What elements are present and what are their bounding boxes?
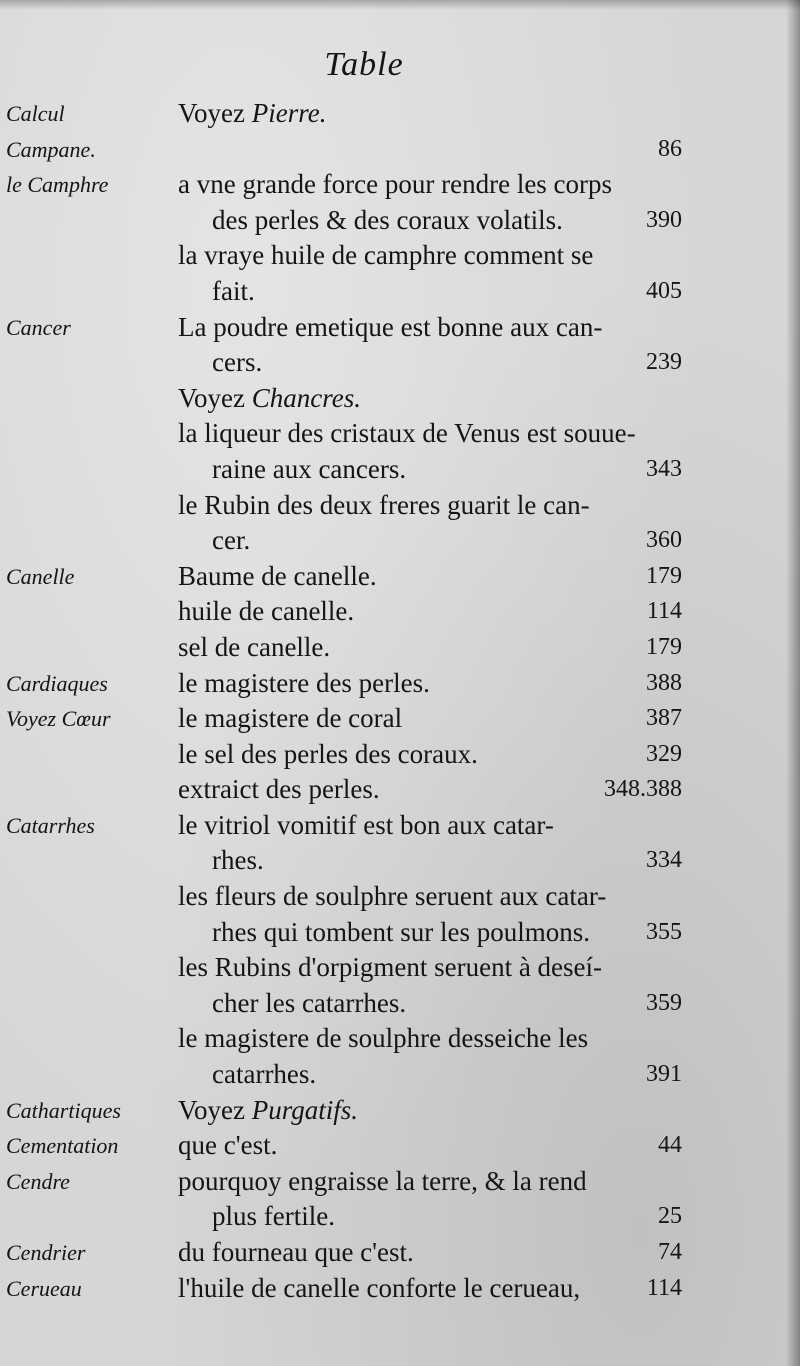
index-line (0, 452, 800, 488)
index-text (178, 96, 326, 132)
index-line (0, 416, 800, 452)
page-number: 179 (646, 562, 682, 589)
index-text (178, 1093, 358, 1129)
index-line (0, 1235, 800, 1271)
index-heading: Canelle (6, 563, 75, 589)
index-text (178, 1271, 580, 1307)
index-line (0, 843, 800, 879)
index-text-main: cer. (212, 525, 251, 556)
index-line (0, 1093, 800, 1129)
page-number: 44 (658, 1132, 682, 1159)
index-text (178, 381, 361, 417)
index-text-main: rhes. (212, 845, 264, 876)
index-text-main: Voyez (178, 1094, 252, 1125)
index-heading: Cancer (6, 314, 71, 340)
index-text-main: du fourneau que c'est. (178, 1237, 414, 1267)
index-line (0, 238, 800, 274)
index-text-main: rhes qui tombent sur les poulmons. (212, 916, 590, 947)
index-line (0, 1128, 800, 1164)
index-text (212, 452, 406, 488)
index-line (0, 594, 800, 630)
index-text (212, 1057, 316, 1093)
page-number: 355 (646, 918, 682, 945)
index-text (178, 310, 602, 346)
index-text (178, 1021, 588, 1057)
index-text-main: extraict des perles. (178, 774, 380, 805)
page-number: 86 (658, 135, 682, 162)
page-number: 360 (646, 527, 682, 554)
index-line (0, 96, 800, 132)
index-text-main: que c'est. (178, 1130, 278, 1161)
index-text (178, 488, 590, 524)
index-line (0, 1021, 800, 1057)
index-line (0, 1271, 800, 1307)
index-text-main: sel de canelle. (178, 631, 331, 662)
index-text (178, 701, 402, 737)
index-line (0, 523, 800, 559)
index-text (178, 559, 377, 595)
index-line (0, 167, 800, 203)
index-line (0, 772, 800, 808)
page-number: 114 (646, 598, 682, 625)
index-line (0, 345, 800, 381)
index-cross-reference: Purgatifs. (251, 1094, 359, 1125)
index-text-main: l'huile de canelle conforte le cerueau, (178, 1272, 581, 1303)
index-text-main: le magistere de coral (178, 703, 403, 734)
index-line (0, 132, 800, 168)
index-heading: Cendre (6, 1168, 70, 1194)
index-line (0, 381, 800, 417)
index-text (178, 238, 593, 274)
index-line (0, 274, 800, 310)
page-number: 391 (646, 1061, 682, 1088)
index-line (0, 879, 800, 915)
index-text-main: a vne grande force pour rendre les corps (178, 169, 613, 200)
page-number: 114 (646, 1274, 682, 1301)
index-heading: Cerueau (6, 1275, 82, 1301)
index-heading: Cendrier (6, 1240, 86, 1265)
index-line (0, 203, 800, 239)
index-entries (0, 96, 800, 1306)
index-text (178, 1128, 277, 1164)
index-text (212, 203, 563, 239)
index-text-main: le Rubin des deux freres guarit le can- (178, 489, 590, 520)
index-text (178, 594, 354, 630)
index-text (178, 167, 612, 203)
index-text (178, 808, 554, 844)
index-text-main: La poudre emetique est bonne aux can- (178, 311, 603, 342)
index-text-main: des perles & des coraux volatils. (212, 204, 563, 235)
page-number: 343 (646, 455, 682, 482)
index-text (212, 1199, 335, 1235)
index-text-main: le vitriol vomitif est bon aux catar- (178, 809, 554, 840)
index-line (0, 808, 800, 844)
index-text (178, 879, 606, 915)
index-line (0, 1199, 800, 1235)
page-shadow-top (0, 0, 800, 10)
index-text-main: le magistere de soulphre desseiche les (178, 1023, 589, 1054)
index-text (212, 915, 590, 951)
index-text-main: les Rubins d'orpigment seruent à deseí- (178, 952, 603, 983)
index-text (212, 986, 406, 1022)
index-text (178, 416, 636, 452)
index-text (178, 666, 430, 702)
index-cross-reference: Chancres. (251, 382, 361, 413)
index-text-main: cher les catarrhes. (212, 987, 407, 1018)
index-heading: Voyez Cœur (6, 706, 111, 732)
page-number: 388 (646, 669, 682, 696)
index-line (0, 737, 800, 773)
index-text (178, 737, 478, 773)
index-text-main: le sel des perles des coraux. (178, 738, 478, 769)
page-number: 74 (658, 1239, 682, 1265)
index-text-main: pourquoy engraisse la terre, & la rend (178, 1165, 587, 1196)
index-heading: Campane. (6, 136, 96, 162)
index-heading: Calcul (6, 101, 65, 126)
index-text-main: la vraye huile de camphre comment se (178, 240, 594, 271)
index-text (212, 345, 262, 381)
index-line (0, 666, 800, 702)
index-text (178, 1235, 414, 1271)
index-text-main: raine aux cancers. (212, 453, 407, 484)
index-text-main: les fleurs de soulphre seruent aux catar- (178, 881, 607, 912)
page-number: 390 (646, 206, 682, 233)
index-text-main: catarrhes. (212, 1059, 317, 1090)
page-number: 239 (646, 349, 682, 376)
index-line (0, 986, 800, 1022)
index-heading: Cardiaques (6, 670, 108, 696)
index-heading: Catarrhes (6, 812, 95, 838)
index-text-main: Baume de canelle. (178, 560, 377, 591)
index-cross-reference: Pierre. (251, 98, 327, 128)
page-number: 25 (658, 1203, 682, 1230)
index-text (212, 843, 264, 879)
index-text-main: fait. (212, 275, 255, 306)
index-text-main: plus fertile. (212, 1201, 335, 1232)
index-line (0, 488, 800, 524)
index-heading: le Camphre (6, 172, 109, 198)
page-number: 348.388 (604, 776, 682, 803)
page-number: 329 (646, 740, 682, 767)
index-text (178, 1164, 587, 1200)
page-number: 387 (646, 705, 682, 732)
index-heading: Cementation (6, 1133, 119, 1159)
page-number: 405 (646, 277, 682, 304)
index-text-main: huile de canelle. (178, 596, 355, 627)
index-text (212, 274, 255, 310)
index-text-main: la liqueur des cristaux de Venus est souue- (178, 418, 636, 449)
index-text (212, 523, 250, 559)
index-line (0, 915, 800, 951)
index-line (0, 1164, 800, 1200)
page-number: 179 (646, 633, 682, 660)
index-line (0, 310, 800, 346)
index-text (178, 630, 330, 666)
index-text (178, 772, 380, 808)
index-line (0, 950, 800, 986)
index-line (0, 630, 800, 666)
page-number: 334 (646, 847, 682, 874)
index-text (178, 950, 602, 986)
index-text-main: Voyez (178, 382, 252, 413)
index-line (0, 701, 800, 737)
index-text-main: cers. (212, 347, 263, 378)
index-heading: Cathartiques (6, 1097, 121, 1123)
index-text-main: le magistere des perles. (178, 667, 430, 698)
index-text-main: Voyez (178, 98, 252, 128)
page-number: 359 (646, 989, 682, 1016)
page-title: Table (324, 46, 404, 83)
index-line (0, 1057, 800, 1093)
index-line (0, 559, 800, 595)
